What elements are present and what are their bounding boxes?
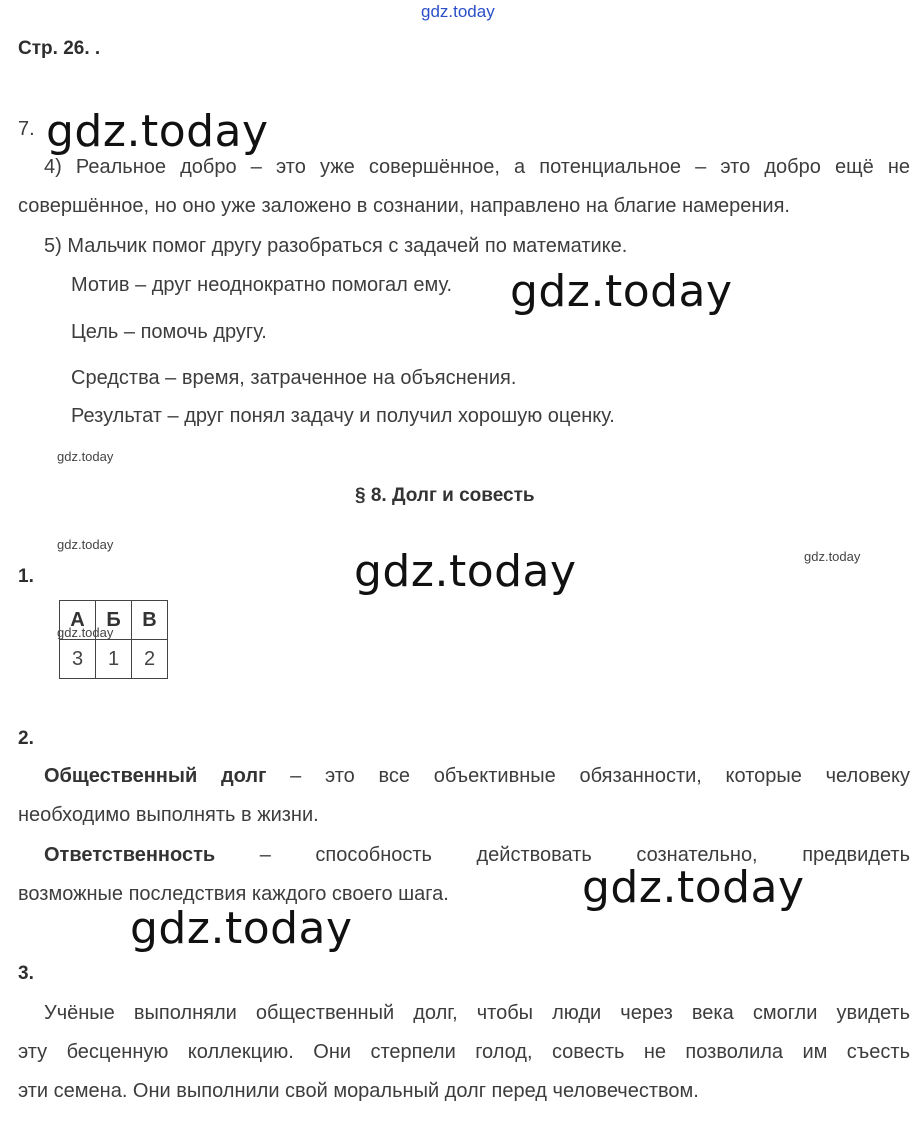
watermark-top: gdz.today	[421, 2, 495, 21]
table-row	[60, 640, 168, 679]
task7-item5: 5) Мальчик помог другу разобраться с задачей по математике.	[44, 235, 628, 257]
task3-line1: Учёные выполняли общественный долг, чтобы люди через века смогли увидеть	[44, 1002, 910, 1024]
task2-def1-line1	[18, 757, 910, 796]
task2-def2-text: – способность действовать сознательно, предвидеть	[215, 844, 910, 866]
task3-text	[18, 994, 910, 1111]
table-header-cell: Б	[96, 601, 132, 640]
table-header-cell: А	[60, 601, 96, 640]
task7-goal: Цель – помочь другу.	[71, 321, 267, 343]
task2-def1-line2: необходимо выполнять в жизни.	[18, 804, 319, 826]
task2-def2-line2: возможные последствия каждого своего шага.	[18, 883, 449, 905]
task2-term1: Общественный долг	[44, 765, 267, 787]
watermark-large: gdz.today	[510, 266, 733, 317]
section-title: § 8. Долг и совесть	[355, 485, 535, 506]
task3-line2: эту бесценную коллекцию. Они стерпели голод, совесть не позволила им съесть	[18, 1041, 910, 1063]
watermark-large: gdz.today	[354, 546, 577, 597]
task7-number: 7.	[18, 118, 35, 140]
watermark-small: gdz.today	[57, 537, 114, 552]
task2-number: 2.	[18, 728, 34, 749]
watermark-small: gdz.today	[57, 625, 114, 640]
task1-number: 1.	[18, 566, 34, 587]
task3-number: 3.	[18, 963, 34, 984]
task7-item4-line2: совершённое, но оно уже заложено в сознании, направлено на благие намерения.	[18, 195, 790, 217]
table-header-cell: В	[132, 601, 168, 640]
task7-result: Результат – друг понял задачу и получил хорошую оценку.	[71, 405, 615, 427]
task7-means: Средства – время, затраченное на объяснения.	[71, 367, 517, 389]
task2-def1-text: – это все объективные обязанности, которые человеку	[266, 765, 910, 787]
task2-definition1	[18, 757, 910, 835]
task7-motive: Мотив – друг неоднократно помогал ему.	[71, 274, 452, 296]
task2-term2: Ответственность	[44, 844, 216, 866]
watermark-large: gdz.today	[46, 106, 269, 157]
task3-line3: эти семена. Они выполнили свой моральный долг перед человечеством.	[18, 1080, 699, 1102]
table-cell: 1	[96, 640, 132, 679]
task7-item4-line1: 4) Реальное добро – это уже совершённое, а потенциальное – это добро ещё не	[44, 156, 910, 178]
watermark-large: gdz.today	[130, 903, 353, 954]
watermark-small: gdz.today	[804, 549, 861, 564]
watermark-small: gdz.today	[57, 449, 114, 464]
table-cell: 2	[132, 640, 168, 679]
watermark-large: gdz.today	[582, 862, 805, 913]
table-cell: 3	[60, 640, 96, 679]
task7-item4	[18, 148, 910, 226]
page-reference: Стр. 26. .	[18, 38, 101, 59]
